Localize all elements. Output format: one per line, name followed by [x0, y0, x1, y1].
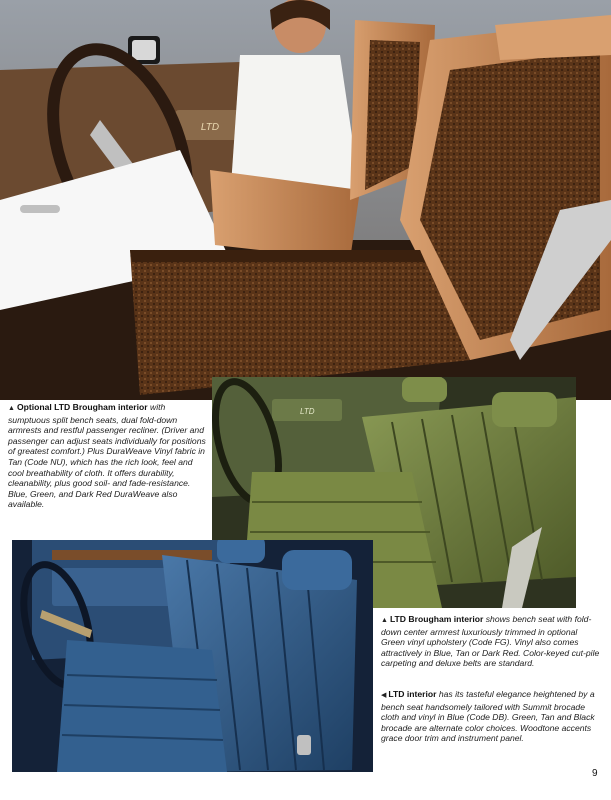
caption-brougham-tan: [8, 402, 206, 510]
caption-heading: LTD interior: [388, 689, 437, 699]
caption-body: shows bench seat with fold-down center armrest luxuriously trimmed in optional Green vinyl upholstery (Code FG). Vinyl also comes attractively in Blue, Tan or Dark Red. Color-keyed cut-pile carpeting and deluxe belts are standard.: [381, 614, 600, 669]
caption-body: with sumptuous split bench seats, dual fold-down armrests and restful passenger recliner. (Driver and passenger can adjust seats individually for positions of greatest comfort.) Plus DuraWeave Vinyl fabric in Tan (Code NU), which has the rich look, feel and cool breathability of cloth. It offers durability, cleanability, plus good soil- and fade-resistance. Blue, Green, and Dark Red DuraWeave also available.: [8, 402, 206, 510]
caption-heading: LTD Brougham interior: [389, 614, 484, 624]
svg-text:LTD: LTD: [300, 407, 315, 416]
svg-text:LTD: LTD: [200, 122, 220, 133]
triangle-left-marker: ◀: [381, 692, 387, 699]
caption-body: has its tasteful elegance heightened by a bench seat handsomely tailored with Summit brocade cloth and vinyl in Blue (Code DB). Green, Tan and Black brocade are alternate color choices. Woodtone accents grace door trim and instrument panel.: [381, 689, 595, 744]
caption-brougham-green: [381, 614, 603, 669]
caption-heading: Optional LTD Brougham interior: [16, 402, 148, 412]
photo-ltd-blue-interior: [12, 540, 373, 772]
triangle-up-marker: ▲: [8, 405, 15, 412]
triangle-up-marker: ▲: [381, 617, 388, 624]
caption-ltd-blue: [381, 689, 603, 744]
page-number: 9: [592, 768, 598, 779]
